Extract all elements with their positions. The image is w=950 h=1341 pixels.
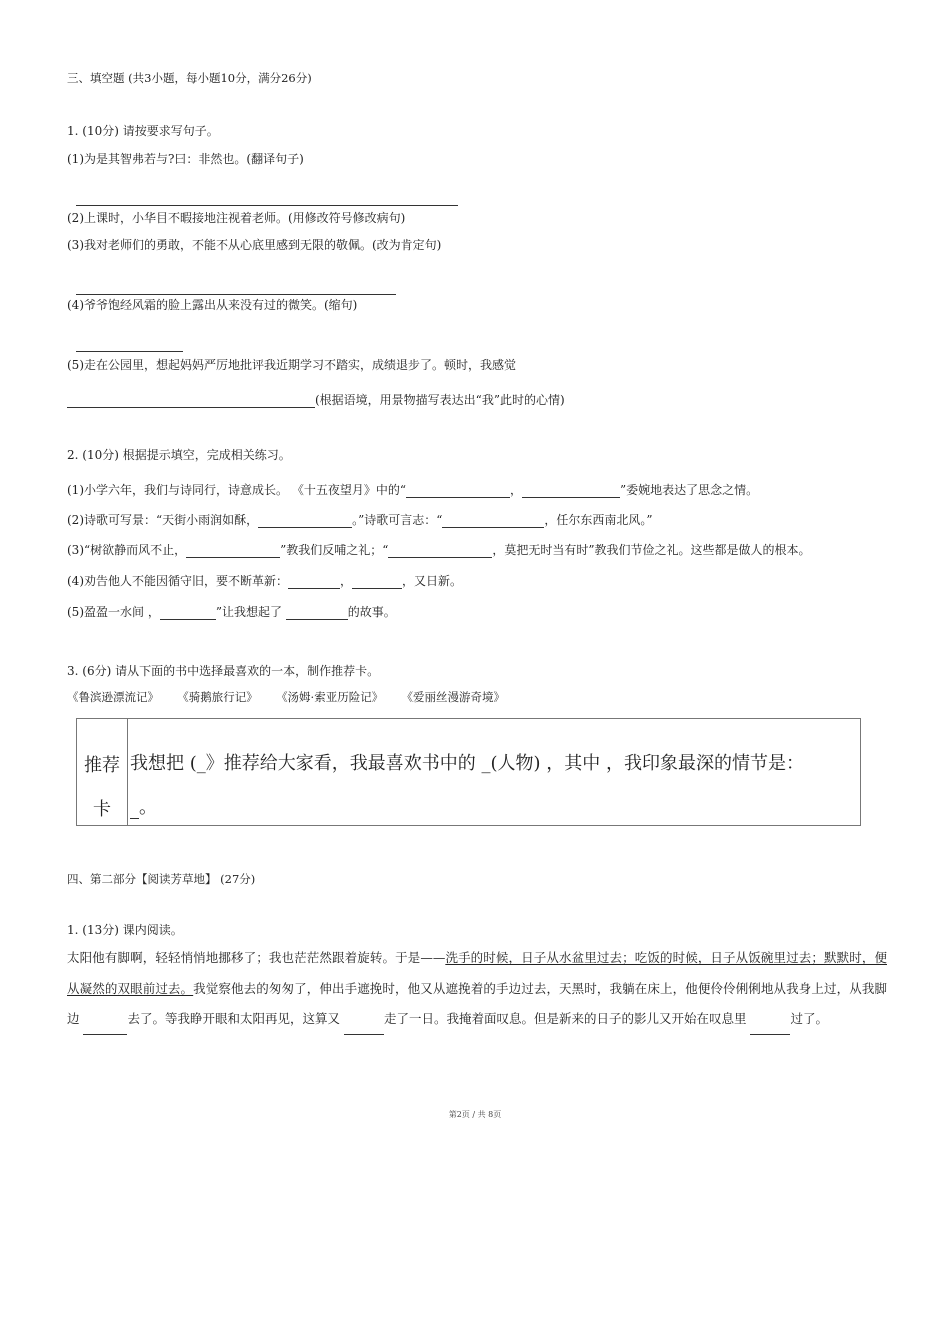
book-3: 《汤姆·索亚历险记》 — [276, 690, 384, 704]
passage-mid2: 去了。等我睁开眼和太阳再见，这算又 — [127, 1011, 344, 1026]
passage-blank-3[interactable] — [750, 1021, 790, 1035]
passage-blank-1[interactable] — [83, 1021, 127, 1035]
q1-item4: (4)爷爷饱经风霜的脸上露出从来没有过的微笑。(缩句) — [67, 298, 358, 312]
q2-item2-a: (2)诗歌可写景：“天街小雨润如酥， — [67, 513, 259, 527]
blank[interactable] — [388, 544, 492, 558]
q2-item4-a: (4)劝告他人不能因循守旧，要不断革新： — [67, 574, 288, 588]
q2-item2-b: 。”诗歌可言志：“ — [352, 513, 443, 527]
passage-mid3: 走了一日。我掩着面叹息。但是新来的日子的影儿又开始在叹息里 — [383, 1011, 751, 1026]
card-line-2[interactable] — [130, 793, 157, 819]
q2-item2-c: ，任尔东西南北风。” — [544, 513, 653, 527]
page-footer: 第2页 / 共 8页 — [448, 1110, 502, 1119]
s4-q1-title: 1. (13分) 课内阅读。 — [67, 923, 183, 937]
q2-item5 — [67, 603, 396, 620]
q2-title: 2. (10分) 根据提示填空，完成相关练习。 — [67, 448, 291, 462]
book-list — [67, 689, 505, 705]
q2-item5-a: (5)盈盈一水间 ， — [67, 605, 160, 619]
q2-item3-b: ”教我们反哺之礼；“ — [280, 543, 389, 557]
card-line-2-end: 。 — [139, 797, 157, 818]
q2-item5-c: 的故事。 — [347, 605, 396, 619]
passage-start: 太阳他有脚啊，轻轻悄悄地挪移了；我也茫茫然跟着旋转。于是—— — [67, 950, 446, 965]
answer-blank-5[interactable] — [67, 394, 315, 408]
blank[interactable] — [258, 514, 352, 528]
q2-item4-b: ， — [340, 574, 353, 588]
q2-item1-a: (1)小学六年，我们与诗同行，诗意成长。 《十五夜望月》中的“ — [67, 483, 406, 497]
q1-title: 1. (10分) 请按要求写句子。 — [67, 124, 219, 138]
passage-end: 过了。 — [790, 1011, 828, 1026]
card-label-1: 推荐 — [84, 755, 120, 776]
book-4: 《爱丽丝漫游奇境》 — [401, 690, 505, 704]
recommendation-card — [76, 718, 861, 826]
blank[interactable] — [160, 606, 216, 620]
blank[interactable] — [186, 544, 280, 558]
q2-item2 — [67, 511, 653, 528]
q1-item2: (2)上课时，小华目不暇接地注视着老师。(用修改符号修改病句) — [67, 211, 406, 225]
passage-mid1: 我觉察他去的匆匆了，伸出手遮挽时，他又从遮挽着的手边过去，天黑时，我躺在床上，他便伶伶俐俐地从我身上过，从我脚边 — [67, 980, 887, 1026]
card-line-1[interactable]: 我想把 (_》推荐给大家看，我最喜欢书中的 _(人物) ，其中 ，我印象最深的情节是： — [130, 753, 804, 774]
q1-item3: (3)我对老师们的勇敢，不能不从心底里感到无限的敬佩。(改为肯定句) — [67, 238, 442, 252]
section4-heading: 四、第二部分【阅读芳草地】 (27分) — [67, 872, 256, 886]
blank[interactable] — [352, 575, 402, 589]
q2-item1-b: ， — [509, 483, 522, 497]
blank[interactable] — [288, 575, 340, 589]
q2-item3-c: ，莫把无时当有时”教我们节俭之礼。这些都是做人的根本。 — [492, 543, 811, 557]
q1-item5-line — [67, 391, 565, 408]
q2-item3-a: (3)“树欲静而风不止， — [67, 543, 187, 557]
answer-line-4[interactable] — [76, 351, 183, 352]
passage-blank-2[interactable] — [344, 1021, 384, 1035]
card-label-cell — [77, 719, 128, 825]
card-label-2: 卡 — [93, 799, 111, 820]
passage-underlined: 洗手的时候，日子从水盆里过去；吃饭的时候，日子从饭碗里过去；默默时，便从凝然的双眼前过去。 — [67, 950, 887, 996]
reading-passage — [67, 943, 887, 1035]
q2-item4 — [67, 572, 462, 589]
card-blank[interactable] — [130, 800, 139, 819]
q2-item3 — [67, 541, 811, 558]
blank[interactable] — [522, 484, 620, 498]
q3-title: 3. (6分) 请从下面的书中选择最喜欢的一本，制作推荐卡。 — [67, 664, 380, 678]
q1-item5: (5)走在公园里，想起妈妈严厉地批评我近期学习不踏实，成绩退步了。顿时，我感觉 — [67, 358, 517, 372]
q1-item5-tail: (根据语境，用景物描写表达出“我”此时的心情) — [315, 393, 565, 407]
answer-line-3[interactable] — [76, 294, 396, 295]
section3-heading: 三、填空题 (共3小题，每小题10分，满分26分) — [67, 71, 312, 85]
blank[interactable] — [286, 606, 348, 620]
q2-item1-c: ”委婉地表达了思念之情。 — [619, 483, 759, 497]
book-1: 《鲁滨逊漂流记》 — [67, 690, 159, 704]
q1-item1: (1)为是其智弗若与?曰：非然也。(翻译句子) — [67, 152, 304, 166]
blank[interactable] — [442, 514, 544, 528]
book-2: 《骑鹅旅行记》 — [177, 690, 258, 704]
answer-line-1[interactable] — [76, 205, 458, 206]
blank[interactable] — [406, 484, 510, 498]
q2-item4-c: ，又日新。 — [402, 574, 463, 588]
q2-item5-b: ”让我想起了 — [215, 605, 286, 619]
q2-item1 — [67, 481, 758, 498]
